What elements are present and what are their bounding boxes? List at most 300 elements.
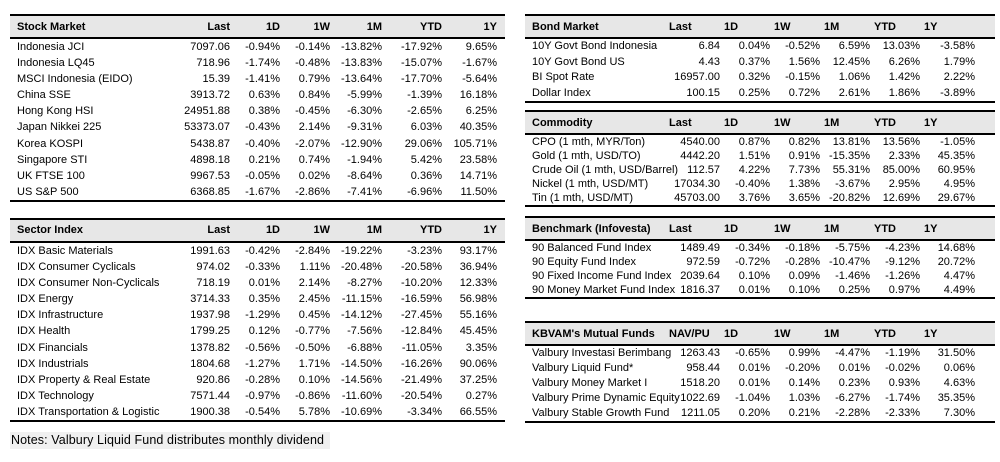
- col-header-last: Last: [665, 15, 720, 38]
- row-value: 35.35%: [937, 392, 975, 404]
- row-value: -0.94%: [245, 41, 280, 53]
- row-value: 29.67%: [937, 192, 975, 204]
- table-row: [525, 70, 995, 86]
- table-row: [525, 55, 995, 71]
- row-value: -0.65%: [735, 347, 770, 359]
- row-value: -5.75%: [835, 242, 870, 254]
- col-header-1m: 1M: [820, 111, 870, 134]
- row-label: IDX Technology: [17, 389, 94, 402]
- row-value: 6.03%: [410, 121, 442, 134]
- row-value: -0.33%: [245, 261, 280, 274]
- row-value: -0.28%: [785, 256, 820, 268]
- row-label: Valbury Investasi Berimbang: [532, 347, 672, 359]
- row-value: 718.96: [196, 57, 230, 70]
- row-value: -1.67%: [245, 185, 280, 198]
- row-value: 3.65%: [788, 192, 820, 204]
- row-value: -11.05%: [401, 341, 442, 354]
- row-value: 6368.85: [190, 185, 230, 198]
- row-value: 45.45%: [459, 325, 497, 338]
- col-header-ytd: YTD: [870, 111, 920, 134]
- row-label: Indonesia JCI: [17, 41, 85, 53]
- col-header-navpu: NAV/PU: [665, 322, 720, 345]
- table-row: [525, 283, 995, 298]
- row-value: -6.27%: [835, 392, 870, 404]
- row-value: -9.12%: [885, 256, 920, 268]
- row-label: Valbury Money Market I: [532, 377, 648, 389]
- table-row: [525, 163, 995, 177]
- row-label: Dollar Index: [532, 86, 591, 99]
- row-value: 0.01%: [248, 277, 280, 290]
- row-value: 0.97%: [888, 284, 920, 296]
- row-value: 0.84%: [298, 89, 330, 102]
- row-value: -13.82%: [341, 41, 382, 53]
- row-value: -17.70%: [401, 73, 442, 86]
- row-value: -13.83%: [341, 57, 382, 70]
- row-value: -0.72%: [735, 256, 770, 268]
- mutual-funds-header-row: [525, 322, 995, 345]
- col-header-ytd: YTD: [870, 322, 920, 345]
- row-value: -1.29%: [245, 309, 280, 322]
- row-value: -7.56%: [347, 325, 382, 338]
- row-value: 13.56%: [882, 136, 920, 148]
- col-header-ytd: YTD: [382, 219, 442, 242]
- col-header-1d: 1D: [720, 322, 770, 345]
- row-value: 718.19: [196, 277, 230, 290]
- row-value: 1.71%: [298, 357, 330, 370]
- row-label: 90 Balanced Fund Index: [532, 242, 652, 254]
- row-value: -20.82%: [829, 192, 870, 204]
- row-value: 29.06%: [404, 137, 442, 150]
- row-label: IDX Infrastructure: [17, 309, 104, 322]
- row-label: IDX Property & Real Estate: [17, 373, 151, 386]
- row-value: -0.50%: [295, 341, 330, 354]
- row-value: 0.38%: [248, 105, 280, 118]
- row-value: 55.16%: [459, 309, 497, 322]
- row-label: 10Y Govt Bond US: [532, 55, 625, 68]
- row-value: 1.79%: [943, 55, 975, 68]
- row-value: 0.14%: [788, 377, 820, 389]
- col-header-1m: 1M: [820, 15, 870, 38]
- row-label: MSCI Indonesia (EIDO): [17, 73, 133, 86]
- row-label: IDX Industrials: [17, 357, 89, 370]
- row-value: -16.26%: [401, 357, 442, 370]
- col-header-1y: 1Y: [920, 15, 995, 38]
- col-header-1y: 1Y: [920, 217, 995, 240]
- row-value: 11.50%: [460, 185, 497, 198]
- row-value: 974.02: [196, 261, 230, 274]
- row-label: Korea KOSPI: [17, 137, 84, 150]
- row-value: 7571.44: [190, 389, 230, 402]
- table-row: [10, 372, 505, 388]
- row-value: 4.63%: [943, 377, 975, 389]
- row-value: 1.86%: [888, 86, 920, 99]
- table-row: [10, 168, 505, 184]
- row-label: IDX Energy: [17, 293, 74, 306]
- row-value: -14.50%: [341, 357, 382, 370]
- table-row: [10, 323, 505, 339]
- row-value: 12.69%: [882, 192, 920, 204]
- row-value: 14.68%: [937, 242, 975, 254]
- row-value: 2.14%: [298, 277, 330, 290]
- row-value: 0.09%: [788, 270, 820, 282]
- row-value: -0.45%: [295, 105, 330, 118]
- table-title: KBVAM's Mutual Funds: [525, 322, 665, 345]
- row-value: 1211.05: [681, 407, 720, 419]
- col-header-1m: 1M: [820, 322, 870, 345]
- row-value: -1.05%: [940, 136, 975, 148]
- row-label: US S&P 500: [17, 185, 79, 198]
- row-value: 0.10%: [788, 284, 820, 296]
- row-value: 0.79%: [298, 73, 330, 86]
- row-value: -16.59%: [401, 293, 442, 306]
- right-column: [525, 14, 995, 423]
- row-value: 0.02%: [298, 169, 330, 182]
- row-value: 2.95%: [888, 178, 920, 190]
- row-value: -10.20%: [401, 277, 442, 290]
- row-value: 1489.49: [680, 242, 720, 254]
- benchmark-header-row: [525, 217, 995, 240]
- row-value: 972.59: [686, 256, 720, 268]
- col-header-1d: 1D: [720, 217, 770, 240]
- sector-index-header-row: [10, 219, 505, 242]
- row-label: Hong Kong HSI: [17, 105, 94, 118]
- stock-market-table: [10, 14, 505, 202]
- col-header-1d: 1D: [720, 15, 770, 38]
- row-value: 14.71%: [459, 169, 497, 182]
- table-row: [10, 259, 505, 275]
- row-value: -19.22%: [341, 244, 382, 257]
- row-value: 112.57: [687, 164, 720, 176]
- row-label: 10Y Govt Bond Indonesia: [532, 40, 658, 52]
- row-value: 958.44: [686, 362, 720, 374]
- row-value: 1816.37: [680, 284, 720, 296]
- row-value: 0.32%: [738, 71, 770, 83]
- row-value: -14.56%: [341, 373, 382, 386]
- row-value: 45.35%: [937, 150, 975, 162]
- row-value: 3913.72: [190, 89, 230, 102]
- col-header-last: Last: [160, 15, 230, 38]
- row-value: 0.27%: [465, 389, 497, 402]
- row-label: Gold (1 mth, USD/TO): [532, 150, 641, 162]
- table-row: [10, 242, 505, 259]
- row-value: -3.34%: [407, 405, 442, 418]
- row-value: 6.59%: [838, 40, 870, 52]
- row-value: 0.10%: [298, 373, 330, 386]
- row-label: Valbury Stable Growth Fund: [532, 407, 670, 419]
- row-value: 0.63%: [248, 89, 280, 102]
- row-value: -3.89%: [940, 86, 975, 99]
- row-value: 1.11%: [299, 261, 330, 274]
- row-value: -0.86%: [295, 389, 330, 402]
- row-value: 0.01%: [738, 284, 770, 296]
- table-row: [525, 149, 995, 163]
- row-value: 7.73%: [788, 164, 820, 176]
- row-value: -6.30%: [347, 105, 382, 118]
- row-value: 0.87%: [738, 136, 770, 148]
- row-label: Tin (1 mth, USD/MT): [532, 192, 634, 204]
- row-value: 2.61%: [838, 86, 870, 99]
- row-label: China SSE: [17, 89, 71, 102]
- row-label: Crude Oil (1 mth, USD/Barrel): [532, 164, 679, 176]
- table-title: Stock Market: [10, 15, 160, 38]
- row-value: -20.48%: [341, 261, 382, 274]
- col-header-last: Last: [160, 219, 230, 242]
- row-value: 5438.87: [190, 137, 230, 150]
- row-value: -1.74%: [885, 392, 920, 404]
- row-value: -11.15%: [341, 293, 382, 306]
- table-title: Bond Market: [525, 15, 665, 38]
- table-title: Sector Index: [10, 219, 160, 242]
- row-value: -4.47%: [835, 347, 870, 359]
- table-row: [10, 71, 505, 87]
- notes-line: [10, 431, 505, 449]
- row-value: -17.92%: [401, 41, 442, 53]
- col-header-last: Last: [665, 217, 720, 240]
- col-header-1d: 1D: [230, 219, 280, 242]
- row-value: -1.19%: [885, 347, 920, 359]
- table-row: [10, 38, 505, 55]
- row-value: 1799.25: [190, 325, 230, 338]
- row-value: 7.30%: [943, 407, 975, 419]
- row-value: 4898.18: [190, 153, 230, 166]
- row-value: -8.64%: [347, 169, 382, 182]
- table-row: [525, 255, 995, 269]
- row-value: 93.17%: [459, 244, 497, 257]
- mutual-funds-table: [525, 321, 995, 423]
- row-value: 0.82%: [788, 136, 820, 148]
- row-value: 2.14%: [298, 121, 330, 134]
- row-value: 4.49%: [943, 284, 975, 296]
- table-row: [10, 119, 505, 135]
- row-value: -13.64%: [341, 73, 382, 86]
- row-value: 6.25%: [465, 105, 497, 118]
- row-value: -0.02%: [885, 362, 920, 374]
- row-value: -4.23%: [885, 242, 920, 254]
- row-value: -0.20%: [785, 362, 820, 374]
- row-label: Valbury Prime Dynamic Equity: [532, 392, 680, 404]
- table-row: [525, 376, 995, 391]
- row-value: 6.84: [698, 40, 720, 52]
- row-value: 13.03%: [882, 40, 920, 52]
- table-row: [525, 86, 995, 103]
- row-value: 7097.06: [190, 41, 230, 53]
- row-value: -0.77%: [295, 325, 330, 338]
- row-value: -1.94%: [347, 153, 382, 166]
- row-value: 0.20%: [738, 407, 770, 419]
- row-value: 100.15: [686, 86, 720, 99]
- col-header-1w: 1W: [280, 15, 330, 38]
- row-value: 1937.98: [190, 309, 230, 322]
- table-row: [525, 391, 995, 406]
- row-value: 1378.82: [190, 341, 230, 354]
- row-value: -0.54%: [245, 405, 280, 418]
- row-value: 0.21%: [788, 407, 820, 419]
- row-value: -10.69%: [341, 405, 382, 418]
- row-value: -27.45%: [401, 309, 442, 322]
- row-value: 5.78%: [298, 405, 330, 418]
- row-value: -1.46%: [835, 270, 870, 282]
- row-value: 56.98%: [459, 293, 497, 306]
- row-value: 0.72%: [788, 86, 820, 99]
- table-row: [525, 191, 995, 206]
- row-value: -3.67%: [835, 178, 870, 190]
- row-value: 0.93%: [888, 377, 920, 389]
- row-value: 0.01%: [738, 377, 770, 389]
- row-value: -2.84%: [295, 244, 330, 257]
- table-row: [10, 356, 505, 372]
- row-value: -20.58%: [401, 261, 442, 274]
- notes-text: Notes: Valbury Liquid Fund distributes monthly dividend: [10, 432, 330, 449]
- row-value: -3.58%: [940, 40, 975, 52]
- col-header-1w: 1W: [770, 322, 820, 345]
- row-value: 0.23%: [838, 377, 870, 389]
- row-value: 31.50%: [937, 347, 975, 359]
- commodity-header-row: [525, 111, 995, 134]
- row-value: 1900.38: [190, 405, 230, 418]
- table-row: [525, 177, 995, 191]
- row-value: 105.71%: [453, 137, 497, 150]
- row-value: 0.01%: [738, 362, 770, 374]
- row-value: 1022.69: [680, 392, 720, 404]
- row-value: -6.96%: [407, 185, 442, 198]
- table-row: [10, 340, 505, 356]
- col-header-1y: 1Y: [920, 322, 995, 345]
- table-title: Benchmark (Infovesta): [525, 217, 665, 240]
- row-value: -2.33%: [885, 407, 920, 419]
- row-value: 0.74%: [298, 153, 330, 166]
- row-value: 12.45%: [832, 55, 870, 68]
- row-value: 0.25%: [738, 86, 770, 99]
- table-row: [10, 388, 505, 404]
- row-value: -0.34%: [735, 242, 770, 254]
- table-row: [10, 307, 505, 323]
- row-value: 37.25%: [459, 373, 497, 386]
- row-value: 36.94%: [459, 261, 497, 274]
- row-value: 1.38%: [788, 178, 820, 190]
- table-row: [525, 240, 995, 255]
- row-value: 40.35%: [459, 121, 497, 134]
- bond-market-header-row: [525, 15, 995, 38]
- col-header-1m: 1M: [820, 217, 870, 240]
- table-row: [525, 345, 995, 361]
- table-row: [525, 134, 995, 149]
- row-label: CPO (1 mth, MYR/Ton): [532, 136, 646, 148]
- row-label: BI Spot Rate: [532, 71, 595, 83]
- row-value: 1.51%: [738, 150, 770, 162]
- row-value: 12.33%: [459, 277, 497, 290]
- row-label: Indonesia LQ45: [17, 57, 95, 70]
- row-value: -1.04%: [735, 392, 770, 404]
- table-row: [10, 55, 505, 71]
- row-label: IDX Financials: [17, 341, 88, 354]
- row-value: -0.97%: [245, 389, 280, 402]
- row-value: 0.37%: [738, 55, 770, 68]
- row-label: 90 Money Market Fund Index: [532, 284, 676, 296]
- row-value: -2.86%: [295, 185, 330, 198]
- row-value: -11.60%: [341, 389, 382, 402]
- row-value: -0.15%: [785, 71, 820, 83]
- row-value: -9.31%: [347, 121, 382, 134]
- row-label: IDX Health: [17, 325, 71, 338]
- row-value: 2.45%: [298, 293, 330, 306]
- row-value: -21.49%: [401, 373, 442, 386]
- col-header-1d: 1D: [230, 15, 280, 38]
- row-value: -1.26%: [885, 270, 920, 282]
- row-value: -0.05%: [245, 169, 280, 182]
- table-row: [10, 103, 505, 119]
- col-header-1m: 1M: [330, 219, 382, 242]
- row-value: 0.45%: [298, 309, 330, 322]
- row-value: 53373.07: [184, 121, 230, 134]
- row-value: 3714.33: [190, 293, 230, 306]
- row-label: Japan Nikkei 225: [17, 121, 102, 134]
- table-row: [525, 269, 995, 283]
- table-row: [525, 361, 995, 376]
- table-row: [10, 136, 505, 152]
- row-value: -2.28%: [835, 407, 870, 419]
- row-value: 6.26%: [888, 55, 920, 68]
- row-value: 4442.20: [680, 150, 720, 162]
- row-label: IDX Consumer Cyclicals: [17, 261, 136, 274]
- row-label: Nickel (1 mth, USD/MT): [532, 178, 649, 190]
- row-value: -0.48%: [295, 57, 330, 70]
- col-header-last: Last: [665, 111, 720, 134]
- row-value: -0.14%: [295, 41, 330, 53]
- row-value: -14.12%: [341, 309, 382, 322]
- row-value: -2.07%: [295, 137, 330, 150]
- row-value: 0.25%: [838, 284, 870, 296]
- row-value: 45703.00: [674, 192, 720, 204]
- row-value: -1.27%: [245, 357, 280, 370]
- row-label: 90 Fixed Income Fund Index: [532, 270, 672, 282]
- table-row: [10, 291, 505, 307]
- table-row: [10, 275, 505, 291]
- row-value: 23.58%: [459, 153, 497, 166]
- row-value: 3.76%: [738, 192, 770, 204]
- row-value: 2.33%: [888, 150, 920, 162]
- col-header-1d: 1D: [720, 111, 770, 134]
- row-value: 66.55%: [459, 405, 497, 418]
- row-value: -0.28%: [245, 373, 280, 386]
- col-header-1y: 1Y: [442, 219, 505, 242]
- col-header-1w: 1W: [280, 219, 330, 242]
- table-row: [525, 38, 995, 55]
- commodity-table: [525, 110, 995, 207]
- row-value: -0.40%: [735, 178, 770, 190]
- table-row: [10, 404, 505, 421]
- row-value: -5.64%: [462, 73, 497, 86]
- row-value: 9.65%: [465, 41, 497, 53]
- row-value: -1.41%: [245, 73, 280, 86]
- row-value: 13.81%: [832, 136, 870, 148]
- row-value: 0.35%: [248, 293, 280, 306]
- sector-index-table: [10, 218, 505, 422]
- row-value: 920.86: [196, 373, 230, 386]
- row-value: 24951.88: [184, 105, 230, 118]
- row-value: -0.52%: [785, 40, 820, 52]
- row-value: 17034.30: [674, 178, 720, 190]
- row-value: 16957.00: [674, 71, 720, 83]
- benchmark-table: [525, 216, 995, 299]
- row-value: 4.95%: [943, 178, 975, 190]
- bond-market-table: [525, 14, 995, 103]
- row-value: -1.39%: [407, 89, 442, 102]
- col-header-1y: 1Y: [442, 15, 505, 38]
- row-label: IDX Consumer Non-Cyclicals: [17, 277, 160, 290]
- row-value: 4.47%: [943, 270, 975, 282]
- row-label: Singapore STI: [17, 153, 88, 166]
- row-value: -0.43%: [245, 121, 280, 134]
